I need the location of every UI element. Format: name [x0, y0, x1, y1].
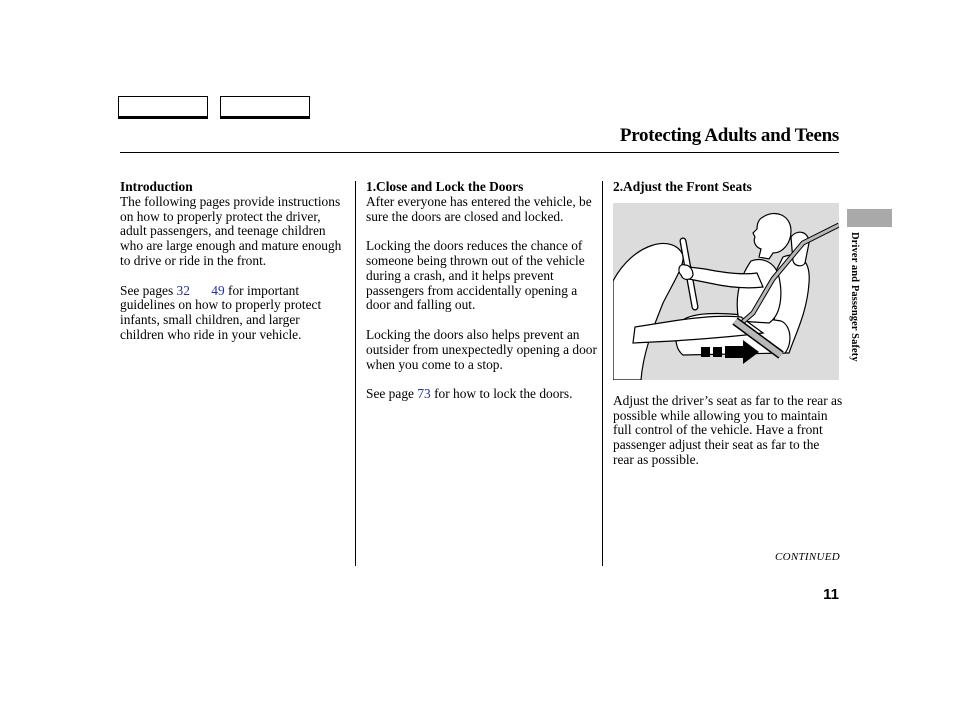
text: for how to lock the doors.	[434, 386, 573, 402]
nav-button-next[interactable]	[220, 96, 310, 119]
text: See pages	[120, 282, 174, 298]
nav-button-prev[interactable]	[118, 96, 208, 119]
column-doors	[366, 180, 598, 417]
column-divider	[355, 181, 356, 566]
column-introduction	[120, 180, 346, 358]
section-heading: Introduction	[120, 179, 193, 194]
paragraph: After everyone has entered the vehicle, be sure the doors are closed and locked.	[366, 193, 592, 224]
paragraph: Locking the doors reduces the chance of someone being thrown out of the vehicle during a crash, and it helps prevent passengers from accidentally opening a door and falling out.	[366, 238, 585, 313]
paragraph	[120, 284, 346, 343]
section-heading: 1.Close and Lock the Doors	[366, 179, 524, 194]
driver-seat-illustration-icon	[613, 203, 839, 380]
text: See page	[366, 386, 414, 402]
page-title: Protecting Adults and Teens	[619, 125, 839, 146]
section-tab-label: Driver and Passenger Safety	[849, 232, 860, 362]
page-number: 11	[823, 586, 839, 603]
page-link-49[interactable]: 49	[211, 282, 225, 298]
page-link-73[interactable]: 73	[417, 386, 431, 402]
section-heading: 2.Adjust the Front Seats	[613, 179, 752, 194]
column-divider	[602, 181, 603, 566]
section-tab	[847, 209, 892, 227]
paragraph: Adjust the driver’s seat as far to the rear as possible while allowing you to maintain full control of the vehicle. Have a front passenger adjust their seat as far to the rear as possible.	[613, 392, 843, 467]
paragraph: The following pages provide instructions on how to properly protect the driver, adult passengers, and teenage children who are large enough and mature enough to drive or ride in the front.	[120, 193, 342, 268]
paragraph	[366, 387, 598, 402]
continued-label: CONTINUED	[774, 551, 840, 563]
text: for important guidelines on how to properly protect infants, small children, and larger children who ride in your vehicle.	[120, 282, 322, 342]
title-divider	[120, 152, 839, 153]
paragraph: Locking the doors also helps prevent an outsider from unexpectedly opening a door when you come to a stop.	[366, 326, 597, 372]
page-link-32[interactable]: 32	[176, 282, 190, 298]
